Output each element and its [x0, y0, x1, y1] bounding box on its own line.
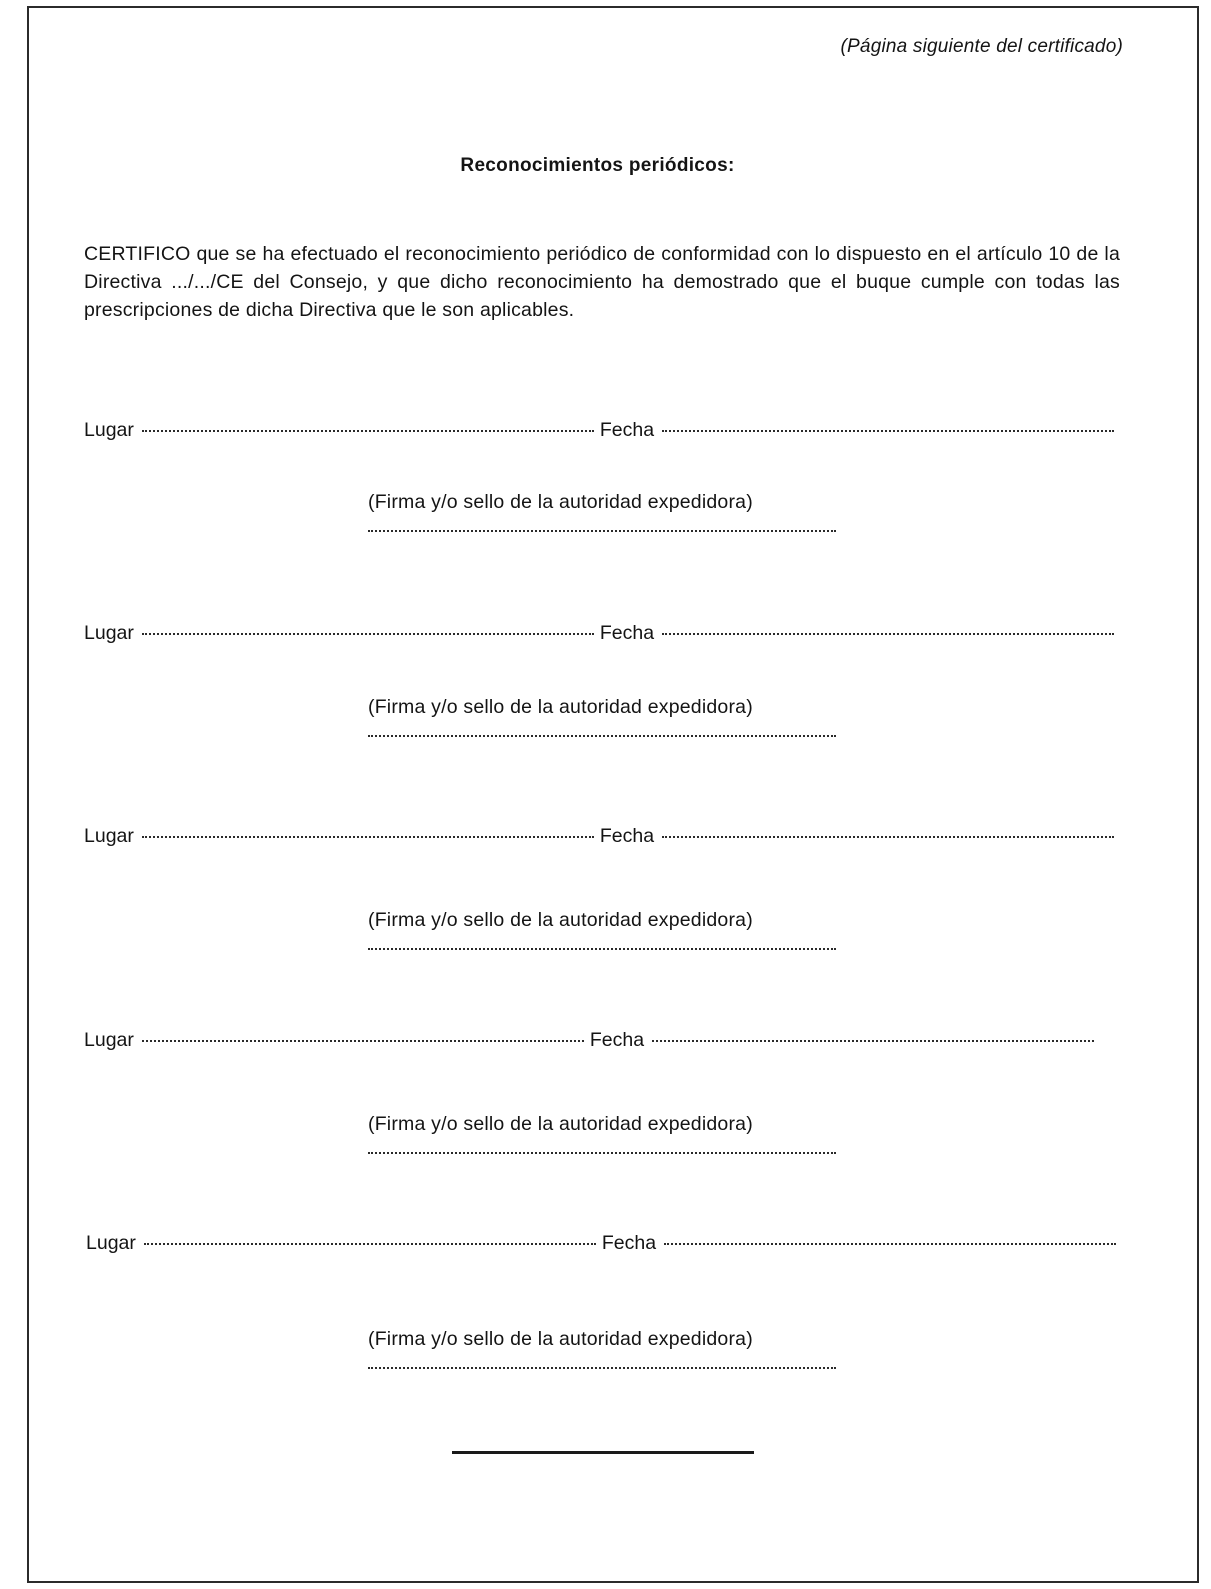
certification-text: CERTIFICO que se ha efectuado el reconocimiento periódico de conformidad con lo dispuesto en el artículo 10 de la Directiva .../.../CE del Consejo, y que dicho reconocimiento ha demostrado que el buque cumple con todas las prescripciones de dicha Directiva que le son aplicables.: [84, 243, 1120, 321]
section-title: Reconocimientos periódicos:: [460, 155, 735, 176]
date-label: Fecha: [589, 1029, 645, 1051]
signature-field[interactable]: [368, 1367, 836, 1369]
survey-entry: [84, 622, 1114, 772]
signature-field[interactable]: [368, 1152, 836, 1154]
survey-entry: [84, 825, 1114, 975]
end-rule: [452, 1451, 754, 1454]
place-label: Lugar: [84, 1029, 134, 1051]
date-field[interactable]: [664, 1243, 1116, 1245]
place-field[interactable]: [142, 1040, 584, 1042]
place-field[interactable]: [142, 430, 594, 432]
place-label: Lugar: [84, 622, 134, 644]
date-field[interactable]: [662, 836, 1114, 838]
date-field[interactable]: [662, 633, 1114, 635]
signature-block: [368, 1328, 848, 1369]
signature-label: (Firma y/o sello de la autoridad expedidora): [368, 491, 753, 513]
survey-entry: [84, 419, 1114, 569]
place-date-row: [84, 622, 1114, 645]
place-field[interactable]: [144, 1243, 596, 1245]
signature-block: [368, 909, 848, 950]
signature-label: (Firma y/o sello de la autoridad expedidora): [368, 1328, 753, 1350]
signature-block: [368, 696, 848, 737]
place-label: Lugar: [84, 825, 134, 847]
place-field[interactable]: [142, 633, 594, 635]
signature-field[interactable]: [368, 530, 836, 532]
signature-block: [368, 491, 848, 532]
date-label: Fecha: [601, 1232, 657, 1254]
date-label: Fecha: [599, 419, 655, 441]
place-date-row: [84, 419, 1114, 442]
date-label: Fecha: [599, 622, 655, 644]
place-date-row: [84, 825, 1114, 848]
signature-label: (Firma y/o sello de la autoridad expedidora): [368, 909, 753, 931]
place-field[interactable]: [142, 836, 594, 838]
header-note: (Página siguiente del certificado): [840, 36, 1123, 57]
date-field[interactable]: [652, 1040, 1094, 1042]
place-date-row: [84, 1029, 1094, 1052]
survey-entry: [84, 1029, 1114, 1179]
survey-entry: [84, 1232, 1114, 1382]
place-label: Lugar: [86, 1232, 136, 1254]
signature-field[interactable]: [368, 735, 836, 737]
date-field[interactable]: [662, 430, 1114, 432]
signature-label: (Firma y/o sello de la autoridad expedidora): [368, 696, 753, 718]
signature-label: (Firma y/o sello de la autoridad expedidora): [368, 1113, 753, 1135]
signature-block: [368, 1113, 848, 1154]
date-label: Fecha: [599, 825, 655, 847]
signature-field[interactable]: [368, 948, 836, 950]
place-label: Lugar: [84, 419, 134, 441]
place-date-row: [86, 1232, 1116, 1255]
